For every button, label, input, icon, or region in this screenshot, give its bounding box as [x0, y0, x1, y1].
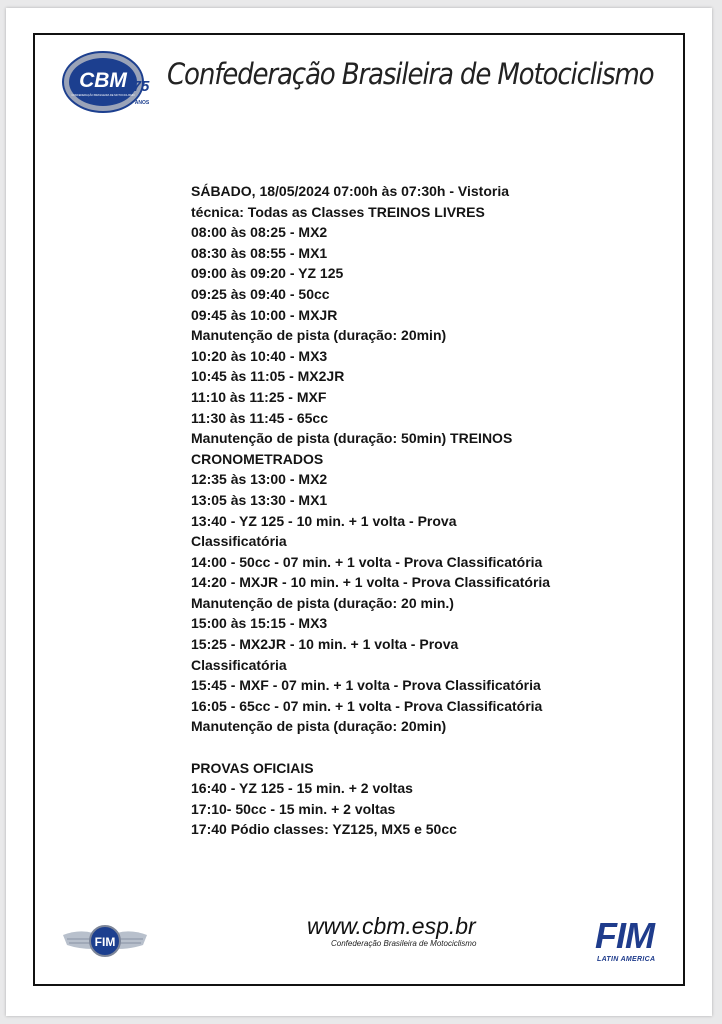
page-frame: [33, 33, 685, 986]
schedule-line: 09:25 às 09:40 - 50cc: [191, 285, 330, 302]
schedule-line: Manutenção de pista (duração: 20min): [191, 718, 447, 735]
schedule-line: 10:45 às 11:05 - MX2JR: [191, 368, 345, 385]
schedule-line: 15:25 - MX2JR - 10 min. + 1 volta - Prova: [191, 636, 459, 653]
schedule-line: 15:00 às 15:15 - MX3: [191, 615, 328, 632]
schedule-line: técnica: Todas as Classes TREINOS LIVRES: [191, 203, 485, 220]
fim-latin-america-logo: [583, 915, 665, 965]
schedule-line: 14:20 - MXJR - 10 min. + 1 volta - Prova Classificatória: [191, 574, 551, 591]
fim-right-text: FIM: [595, 915, 654, 956]
schedule-line: Manutenção de pista (duração: 50min) TREINOS: [191, 430, 513, 447]
fim-right-subtitle: LATIN AMERICA: [597, 956, 656, 963]
fim-left-text: FIM: [94, 935, 116, 949]
schedule-line: 16:40 - YZ 125 - 15 min. + 2 voltas: [191, 780, 413, 797]
schedule-line: 11:30 às 11:45 - 65cc: [191, 409, 329, 426]
schedule-line: 16:05 - 65cc - 07 min. + 1 volta - Prova Classificatória: [191, 697, 543, 714]
schedule-line: SÁBADO, 18/05/2024 07:00h às 07:30h - Vistoria: [191, 183, 510, 199]
document-page: [6, 8, 712, 1016]
organization-title: Confederação Brasileira de Motociclismo: [167, 57, 654, 91]
schedule-line: 17:40 Pódio classes: YZ125, MX5 e 50cc: [191, 821, 457, 838]
schedule-spacer: [191, 737, 651, 758]
schedule-line: 09:00 às 09:20 - YZ 125: [191, 265, 344, 282]
schedule-line: 12:35 às 13:00 - MX2: [191, 471, 328, 488]
schedule-line: PROVAS OFICIAIS: [191, 759, 314, 776]
schedule-line: 17:10- 50cc - 15 min. + 2 voltas: [191, 800, 396, 817]
schedule-line: 15:45 - MXF - 07 min. + 1 volta - Prova Classificatória: [191, 677, 541, 694]
schedule-line: 08:00 às 08:25 - MX2: [191, 224, 328, 241]
cbm-logo-text: CBM: [79, 69, 127, 92]
cbm-logo: [61, 49, 153, 115]
schedule-line: 14:00 - 50cc - 07 min. + 1 volta - Prova Classificatória: [191, 553, 543, 570]
schedule-line: 09:45 às 10:00 - MXJR: [191, 306, 338, 323]
schedule-line: Manutenção de pista (duração: 20 min.): [191, 594, 454, 611]
schedule-line: CRONOMETRADOS: [191, 450, 324, 467]
cbm-anniversary-label: ANOS: [134, 100, 150, 106]
schedule-line: 10:20 às 10:40 - MX3: [191, 347, 328, 364]
schedule-line: Manutenção de pista (duração: 20min): [191, 327, 447, 344]
fim-wings-logo: [59, 915, 151, 967]
schedule-line: 13:40 - YZ 125 - 10 min. + 1 volta - Prova: [191, 512, 457, 529]
schedule-line: 08:30 às 08:55 - MX1: [191, 244, 328, 261]
website-link[interactable]: www.cbm.esp.br: [307, 913, 476, 939]
website-subtitle: Confederação Brasileira de Motociclismo: [331, 939, 477, 948]
schedule-line: Classificatória: [191, 656, 287, 673]
cbm-anniversary-number: 75: [132, 78, 150, 95]
schedule-line: 11:10 às 11:25 - MXF: [191, 388, 327, 405]
schedule-line: Classificatória: [191, 533, 287, 550]
schedule-line: 13:05 às 13:30 - MX1: [191, 491, 328, 508]
cbm-logo-subtext: CONFEDERAÇÃO BRASILEIRA DE MOTOCICLISMO: [71, 94, 135, 97]
schedule: [191, 181, 651, 840]
